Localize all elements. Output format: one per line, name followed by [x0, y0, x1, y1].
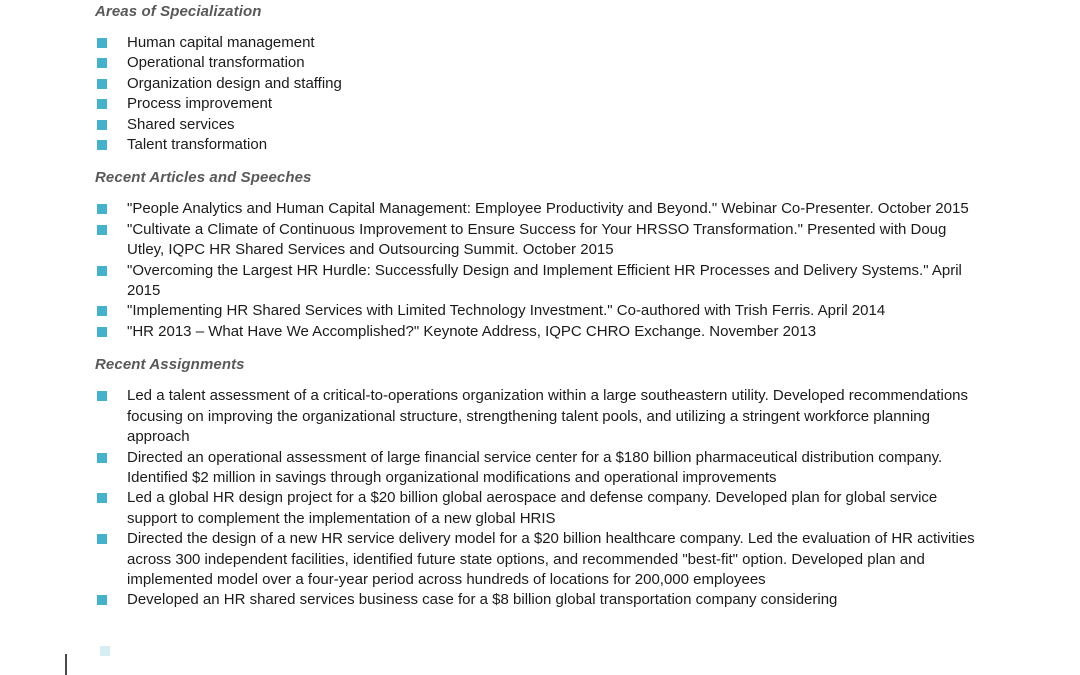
list-item: [95, 261, 985, 302]
list-item: [95, 322, 985, 342]
list-item-text: Organization design and staffing: [127, 74, 342, 92]
section-heading: Areas of Specialization: [95, 3, 262, 20]
bullet-list: [95, 199, 985, 342]
bullet-square-icon: [97, 38, 107, 48]
list-item: [95, 94, 985, 114]
bullet-square-icon: [97, 99, 107, 109]
list-item-text: "Cultivate a Climate of Continuous Improvement to Ensure Success for Your HRSSO Transformation." Presented with Doug Utley, IQPC HR Shared Services and Outsourcing Summit. October 2015: [127, 220, 947, 259]
list-item: [95, 74, 985, 94]
ghost-bullet-artifact: [100, 646, 110, 656]
list-item: [95, 590, 985, 610]
list-item: [95, 448, 985, 489]
list-item-text: Process improvement: [127, 95, 273, 113]
list-item: [95, 33, 985, 53]
list-item: [95, 488, 985, 529]
list-item: [95, 199, 985, 219]
list-item-text: Human capital management: [127, 34, 315, 51]
list-item: [95, 386, 985, 447]
section-heading: Recent Articles and Speeches: [95, 169, 312, 187]
list-item-text: "Overcoming the Largest HR Hurdle: Successfully Design and Implement Efficient HR Processes and Delivery Systems." April 2015: [127, 261, 962, 300]
list-item-text: "HR 2013 – What Have We Accomplished?" Keynote Address, IQPC CHRO Exchange. November 2013: [127, 322, 817, 340]
bullet-square-icon: [97, 225, 107, 235]
bullet-square-icon: [97, 306, 107, 316]
list-item-text: Developed an HR shared services business case for a $8 billion global transportation company considering: [127, 591, 838, 609]
list-item: [95, 135, 985, 155]
page-corner-line: [65, 654, 67, 675]
bullet-square-icon: [97, 79, 107, 89]
list-item: [95, 53, 985, 73]
list-item: [95, 301, 985, 321]
list-item-text: Directed an operational assessment of large financial service center for a $180 billion pharmaceutical distribution company. Identified $2 million in savings through organizational modifications and operational improvements: [127, 448, 943, 486]
bullet-square-icon: [97, 534, 107, 544]
bullet-square-icon: [97, 453, 107, 463]
bullet-square-icon: [97, 266, 107, 276]
list-item-text: Shared services: [127, 115, 235, 133]
list-item-text: Directed the design of a new HR service delivery model for a $20 billion healthcare company. Led the evaluation of HR activities across 300 independent facilities, identified future state options, and recommended "best-fit" option. Developed plan and implemented model over a four-year period across hundreds of locations for 200,000 employees: [127, 530, 975, 588]
list-item: [95, 115, 985, 135]
bullet-square-icon: [97, 140, 107, 150]
list-item-text: Led a global HR design project for a $20 billion global aerospace and defense company. Developed plan for global service support to complement the implementation of a new global HRIS: [127, 489, 938, 527]
bullet-square-icon: [97, 391, 107, 401]
bullet-list: [95, 386, 985, 610]
list-item: [95, 529, 985, 590]
list-item-text: "Implementing HR Shared Services with Limited Technology Investment." Co-authored with Trish Ferris. April 2014: [127, 302, 886, 320]
list-item: [95, 220, 985, 261]
list-item-text: Led a talent assessment of a critical-to-operations organization within a large southeastern utility. Developed recommendations focusing on improving the organizational structure, strengthening talent pools, and utilizing a stringent workforce planning approach: [127, 387, 969, 446]
bullet-square-icon: [97, 120, 107, 130]
bullet-square-icon: [97, 595, 107, 605]
section-heading: Recent Assignments: [95, 356, 245, 374]
bullet-square-icon: [97, 493, 107, 503]
list-item-text: Talent transformation: [127, 136, 268, 154]
bullet-square-icon: [97, 58, 107, 68]
list-item-text: "People Analytics and Human Capital Management: Employee Productivity and Beyond." Webinar Co-Presenter. October 2015: [127, 200, 969, 218]
bullet-list: [95, 33, 985, 155]
bullet-square-icon: [97, 204, 107, 214]
bullet-square-icon: [97, 327, 107, 337]
list-item-text: Operational transformation: [127, 54, 305, 72]
